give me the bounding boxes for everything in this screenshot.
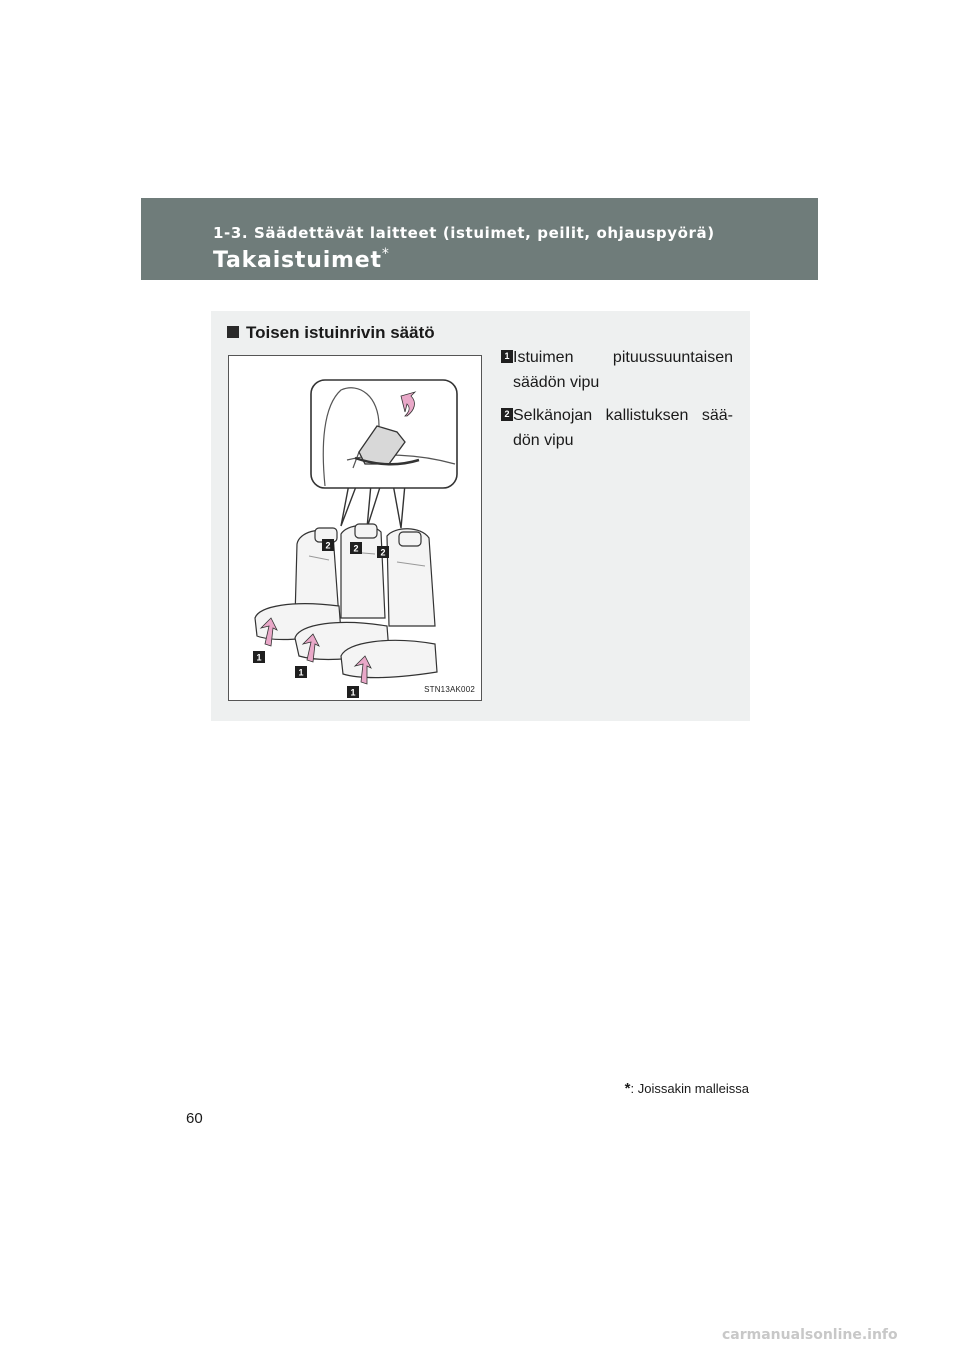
- right-headrest: [399, 532, 421, 546]
- middle-seat-back: [341, 525, 385, 618]
- subheading: [227, 323, 435, 343]
- legend-text-line: Selkänojan kallistuksen sää-: [513, 407, 733, 424]
- footnote: [625, 1080, 749, 1097]
- page-number: 60: [186, 1110, 203, 1127]
- callout-badge-label: 1: [350, 687, 356, 698]
- chapter-header: [141, 198, 818, 280]
- callout-badge: 2: [501, 408, 513, 421]
- title-asterisk: *: [381, 246, 390, 262]
- subheading-text: Toisen istuinrivin säätö: [246, 323, 435, 342]
- legend-text-line: säädön vipu: [513, 374, 600, 391]
- watermark: carmanualsonline.info: [722, 1327, 898, 1343]
- legend-text-line: dön vipu: [513, 432, 574, 449]
- legend-item: [501, 403, 733, 453]
- callout-pointer: [393, 484, 405, 528]
- right-seat-cushion: [341, 640, 437, 677]
- callout-badge-label: 1: [298, 667, 304, 678]
- section-label: 1-3. Säädettävät laitteet (istuimet, peilit, ohjauspyörä): [213, 224, 715, 242]
- callout-badge-label: 1: [256, 652, 262, 663]
- callout-badge-label: 2: [353, 543, 359, 554]
- figure-code: STN13AK002: [424, 685, 475, 694]
- footnote-text: : Joissakin malleissa: [630, 1081, 749, 1096]
- seat-drawing: [229, 356, 481, 700]
- content-panel: [211, 311, 750, 721]
- legend-item: [501, 345, 733, 395]
- page-title: [213, 248, 390, 273]
- callout-pointer: [367, 484, 381, 528]
- callout-badge-label: 2: [325, 540, 331, 551]
- legend-text-line: Istuimen pituussuuntaisen: [513, 349, 733, 366]
- callout-pointer: [341, 484, 357, 526]
- legend: [501, 345, 733, 461]
- seat-illustration: [228, 355, 482, 701]
- callout-badge-label: 2: [380, 547, 386, 558]
- callout-badge: 1: [501, 350, 513, 363]
- page-title-text: Takaistuimet: [213, 248, 382, 273]
- middle-headrest: [355, 524, 377, 538]
- square-bullet-icon: [227, 326, 239, 338]
- asterisk-icon: *: [624, 1080, 631, 1097]
